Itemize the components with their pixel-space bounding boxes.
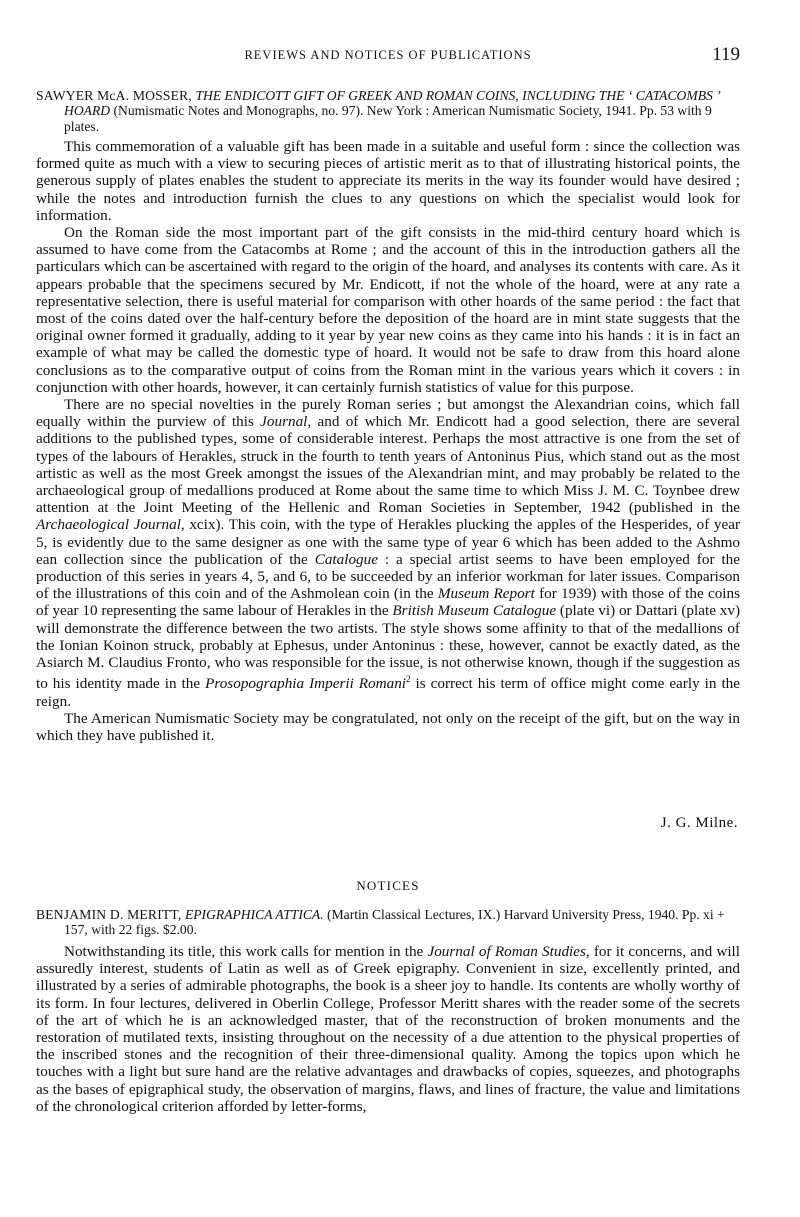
pir-title: Prosopographia Imperii Romani (205, 675, 407, 693)
review-book-details: (Numismatic Notes and Monographs, no. 97). New York : American Numismatic Society, 1941. Pp. 53 with 9 plates. (64, 103, 712, 134)
notice-body (36, 943, 740, 1115)
review-paragraph: There are no special novelties in the purely Roman series ; but amongst the Alexandrian coins, which fall equally within the purview of this Journal, and of which Mr. Endicott had a good selection, there are several additions to the published types, some of considerable interest. Perhaps the most attractive is one from the set of types of the labours of Herakles, struck in the fourth to tenth years of Antoninus Pius, which stand out as the most artistic as well as the most Greek amongst the issues of the Alexandrian mint, and may probably be related to the archaeological group of medallions produced at Rome about the same time to which Miss J. M. C. Toynbee drew attention at the Joint Meeting of the Hellenic and Roman Societies in September, 1942 (published in the Archaeological Journal, xcix). This coin, with the type of Herakles plucking the apples of the Hesperides, of year 5, is evidently due to the same designer as one with the same type of year 6 which has been added to the Ashmo ean collection since the publication of the Catalogue : a special artist seems to have been employed for the production of this series in years 4, 5, and 6, to be succeeded by an inferior workman for later issues. Comparison of the illustrations of this coin and of the Ashmolean coin (in the Museum Report for 1939) with those of the coins of year 10 representing the same labour of Herakles in the British Museum Catalogue (plate vi) or Dattari (plate xv) will demonstrate the difference between the two artists. The style shows some affinity to that of the medallions of the Ionian Koinon struck, probably at Ephesus, under Antoninus : these, however, cannot be exactly dated, as the Asiarch M. Claudius Fronto, who was responsible for the issue, is not otherwise known, though if the suggestion as to his identity made in the Prosopographia Imperii Romani$^2$ is correct his term of office might come early in the reign. (36, 396, 741, 710)
notice-book-title: EPIGRAPHICA ATTICA. (184, 907, 324, 922)
running-head (36, 44, 740, 68)
notice-book-details: (Martin Classical Lectures, IX.) Harvard University Press, 1940. Pp. xi + 157, with 22 figs. $2.00. (64, 907, 725, 938)
footnote-mark: 2 (406, 674, 411, 685)
notice-author: BENJAMIN D. MERITT, (36, 907, 182, 922)
review-paragraph: This commemoration of a valuable gift has been made in a suitable and useful form : since the collection was formed quite as much with a view to securing pieces of artistic merit as to that of illustrating historical points, the generous supply of plates enables the student to appreciate its merits in the way its founder would have desired ; while the notes and introduction furnish the clues to any questions on which the specialist would look for information. (36, 138, 740, 224)
notice-citation (36, 907, 740, 938)
review-author: SAWYER McA. MOSSER, (36, 88, 193, 103)
bmc-title: British Museum Catalogue (392, 602, 557, 620)
running-title: REVIEWS AND NOTICES OF PUBLICATIONS (244, 48, 532, 62)
jrs-title: Journal of Roman Studies (427, 943, 586, 960)
notice-paragraph: Notwithstanding its title, this work calls for mention in the Journal of Roman Studies, for it concerns, and will assuredly interest, students of Latin as well as of Greek epigraphy. Convenient in size, excellently printed, and illustrated by a series of admirable photographs, the book is a sheer joy to handle. Its contents are wholly worthy of its form. In four lectures, delivered in Oberlin College, Professor Meritt shares with the reader some of the secrets of the art of which he is an acknowledged master, that of the reconstruction of broken monuments and the restoration of mutilated texts, insisting throughout on the necessity of a due attention to the physical properties of the inscribed stones and the recognition of their three-dimensional quality. Among the topics upon which he touches with a light but sure hand are the relative advantages and drawbacks of copies, squeezes, and photographs as the bases of epigraphical study, the observation of margins, flaws, and lines of fracture, the value and limitations of the chronological criterion afforded by letter-forms, (36, 943, 740, 1115)
review-paragraph: The American Numismatic Society may be congratulated, not only on the receipt of the gift, but on the way in which they have published it. (36, 709, 740, 744)
review-citation (36, 88, 740, 134)
review-signature: J. G. Milne. (660, 815, 738, 831)
page-number: 119 (712, 44, 740, 65)
catalogue-title: Catalogue (314, 550, 378, 568)
museum-report-title: Museum Report (437, 585, 535, 603)
notices-heading: NOTICES (356, 878, 420, 893)
journal-title: Journal (260, 413, 308, 431)
review-paragraph: On the Roman side the most important part of the gift consists in the mid-third century hoard which is assumed to have come from the Catacombs at Rome ; and the account of this in the introduction gathers all the particulars which can be ascertained with regard to the origin of the hoard, and analyses its contents with care. As it appears probable that the specimens secured by Mr. Endicott, if not the whole of the hoard, were at any rate a representative selection, there is useful material for comparison with other hoards of the same period : the fact that most of the coins dated over the half-century before the deposition of the hoard are in mint state suggests that the original owner formed it gradually, adding to it year by year new coins as they came into his hands : it is in fact an example of what may be called the domestic type of hoard. It would not be safe to draw from this hoard alone conclusions as to the comparative output of coins from the Roman mint in the various years which it covers : in conjunction with other hoards, however, it can certainly furnish statistics of value for this purpose. (36, 224, 740, 396)
archaeological-journal-title: Archaeological Journal (36, 516, 181, 534)
review-body (36, 138, 740, 744)
review-book-title: THE ENDICOTT GIFT OF GREEK AND ROMAN COINS, INCLUDING THE ‘ CATACOMBS ’ HOARD (64, 88, 720, 119)
